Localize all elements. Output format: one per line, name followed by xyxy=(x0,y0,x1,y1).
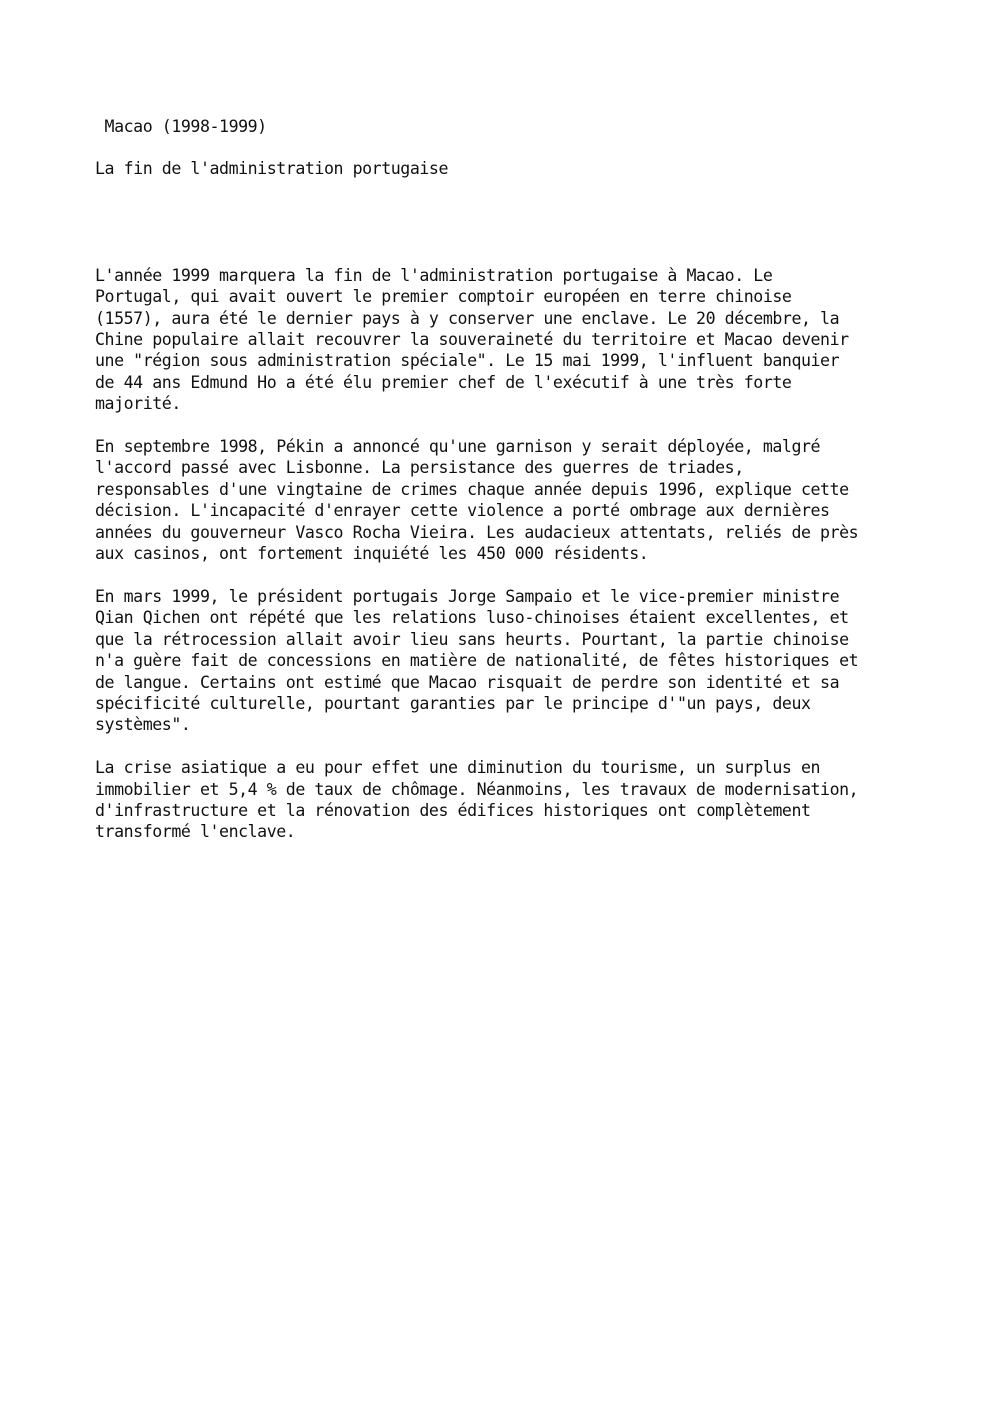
text-line: Chine populaire allait recouvrer la souveraineté du territoire et Macao devenir xyxy=(95,330,849,350)
text-line: majorité. xyxy=(95,394,181,414)
document-body xyxy=(95,265,915,843)
text-line: n'a guère fait de concessions en matière de nationalité, de fêtes historiques et xyxy=(95,651,859,671)
paragraph-4 xyxy=(95,757,915,843)
text-line: années du gouverneur Vasco Rocha Vieira. Les audacieux attentats, reliés de près xyxy=(95,522,859,542)
text-line: immobilier et 5,4 % de taux de chômage. Néanmoins, les travaux de modernisation, xyxy=(95,779,859,799)
paragraph-2 xyxy=(95,436,915,564)
text-line: Portugal, qui avait ouvert le premier comptoir européen en terre chinoise xyxy=(95,287,792,307)
text-line: aux casinos, ont fortement inquiété les 450 000 résidents. xyxy=(95,544,649,564)
text-line: une "région sous administration spéciale". Le 15 mai 1999, l'influent banquier xyxy=(95,351,840,371)
text-line: l'accord passé avec Lisbonne. La persistance des guerres de triades, xyxy=(95,458,744,478)
document-page xyxy=(95,116,915,843)
text-line: En mars 1999, le président portugais Jorge Sampaio et le vice-premier ministre xyxy=(95,586,840,606)
paragraph-3 xyxy=(95,586,915,736)
text-line: systèmes". xyxy=(95,715,191,735)
text-line: décision. L'incapacité d'enrayer cette violence a porté ombrage aux dernières xyxy=(95,501,830,521)
text-line: Qian Qichen ont répété que les relations luso-chinoises étaient excellentes, et xyxy=(95,608,849,628)
text-line: de langue. Certains ont estimé que Macao risquait de perdre son identité et sa xyxy=(95,672,840,692)
document-title: Macao (1998-1999) xyxy=(95,117,267,136)
text-line: (1557), aura été le dernier pays à y conserver une enclave. Le 20 décembre, la xyxy=(95,308,840,328)
text-line: En septembre 1998, Pékin a annoncé qu'une garnison y serait déployée, malgré xyxy=(95,437,821,457)
text-line: de 44 ans Edmund Ho a été élu premier chef de l'exécutif à une très forte xyxy=(95,372,792,392)
paragraph-1 xyxy=(95,265,915,415)
text-line: d'infrastructure et la rénovation des édifices historiques ont complètement xyxy=(95,800,811,820)
text-line: responsables d'une vingtaine de crimes chaque année depuis 1996, explique cette xyxy=(95,479,849,499)
text-line: L'année 1999 marquera la fin de l'administration portugaise à Macao. Le xyxy=(95,265,773,285)
text-line: spécificité culturelle, pourtant garanties par le principe d'"un pays, deux xyxy=(95,693,811,713)
text-line: transformé l'enclave. xyxy=(95,822,296,842)
document-subtitle: La fin de l'administration portugaise xyxy=(95,159,448,179)
text-line: que la rétrocession allait avoir lieu sans heurts. Pourtant, la partie chinoise xyxy=(95,629,849,649)
text-line: La crise asiatique a eu pour effet une diminution du tourisme, un surplus en xyxy=(95,758,821,778)
